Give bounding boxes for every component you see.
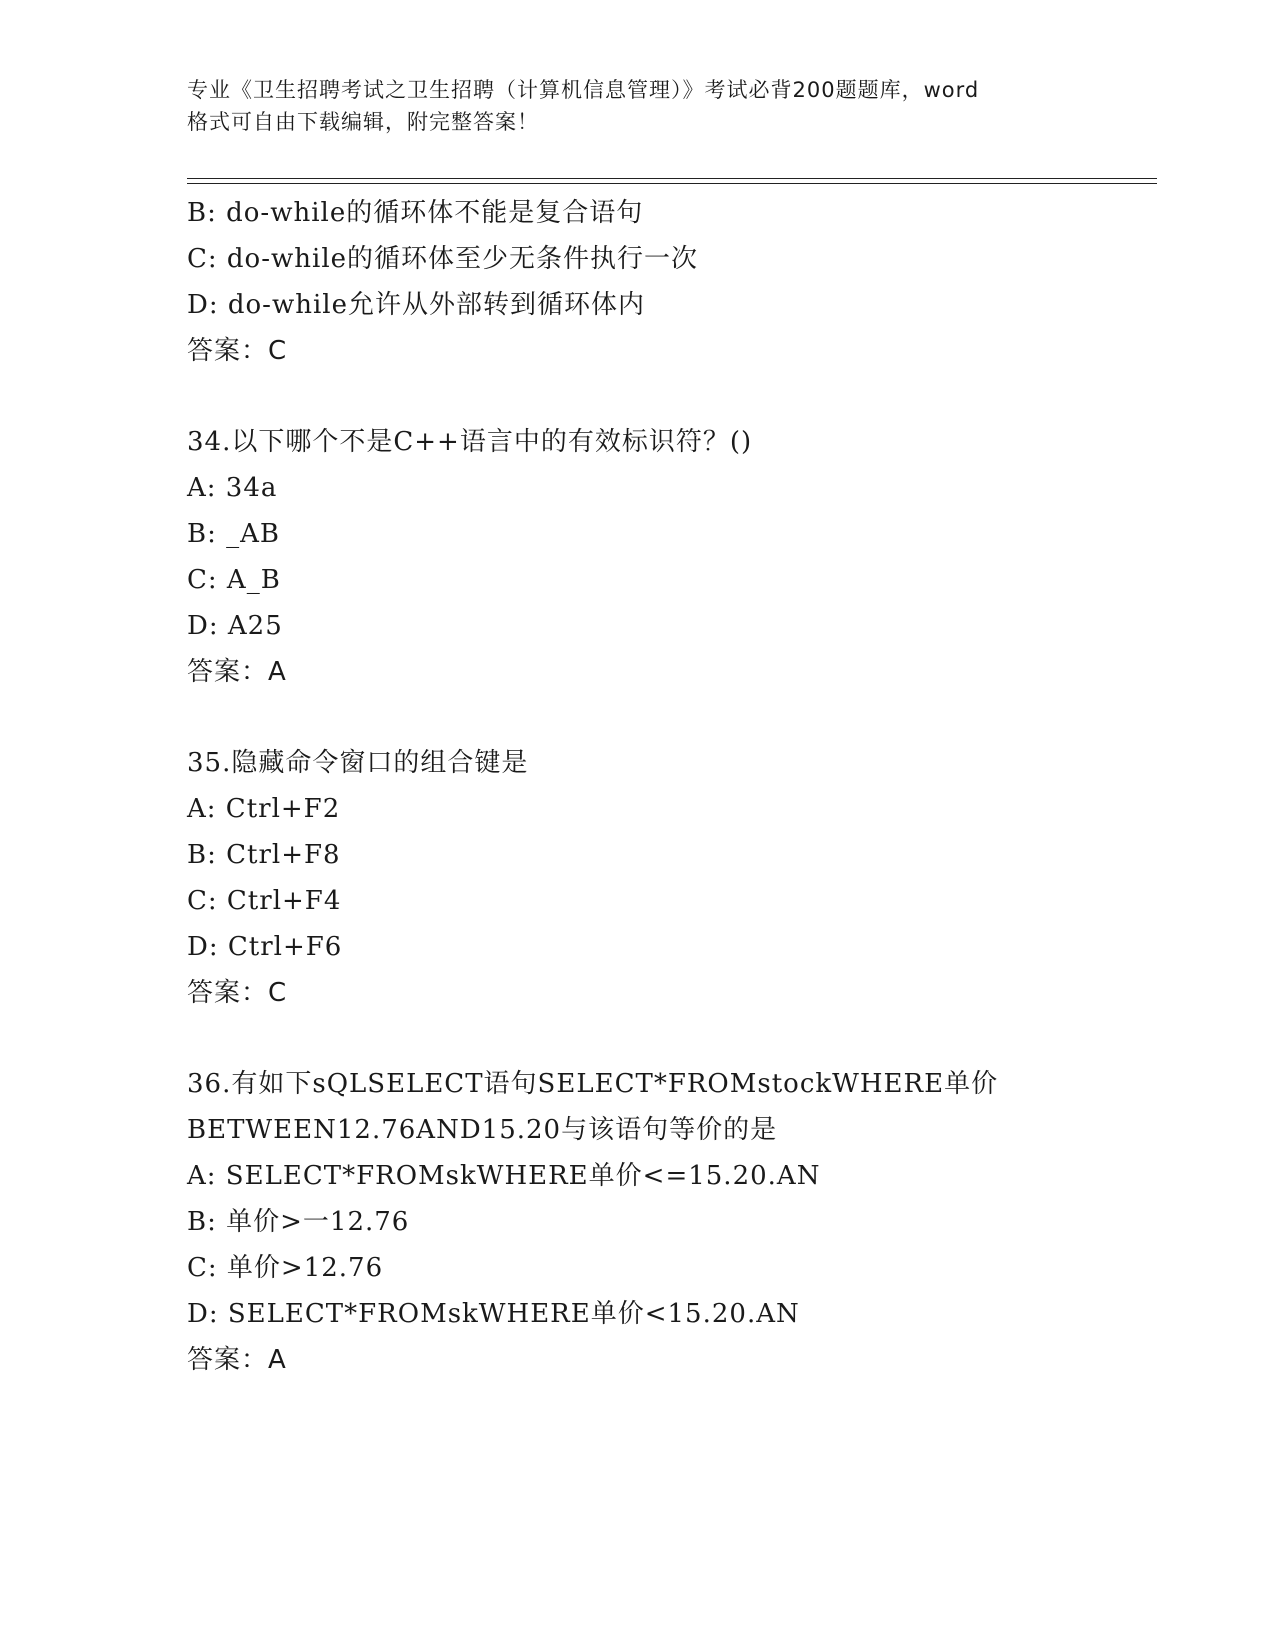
option-a: A: 34a bbox=[187, 473, 278, 503]
option-b: B: 单价>一12.76 bbox=[187, 1207, 410, 1237]
answer-line: 答案：C bbox=[187, 336, 288, 366]
answer-line: 答案：C bbox=[187, 978, 288, 1008]
questions-content bbox=[187, 190, 1147, 1383]
option-a: A: Ctrl+F2 bbox=[187, 794, 341, 824]
option-d: D: Ctrl+F6 bbox=[187, 932, 343, 962]
question-text-line-1: 36.有如下sQLSELECT语句SELECT*FROMstockWHERE单价 bbox=[187, 1069, 999, 1099]
option-a: A: SELECT*FROMskWHERE单价<=15.20.AN bbox=[187, 1161, 821, 1191]
spacer bbox=[187, 1016, 1147, 1061]
header-line-1: 专业《卫生招聘考试之卫生招聘（计算机信息管理）》考试必背200题题库，word bbox=[187, 78, 980, 102]
option-d: D: SELECT*FROMskWHERE单价<15.20.AN bbox=[187, 1299, 800, 1329]
question-34 bbox=[187, 419, 1147, 695]
question-36 bbox=[187, 1061, 1147, 1383]
option-c: C: A_B bbox=[187, 565, 281, 595]
question-33-continuation bbox=[187, 190, 1147, 374]
spacer bbox=[187, 695, 1147, 740]
option-b: B: Ctrl+F8 bbox=[187, 840, 341, 870]
answer-line: 答案：A bbox=[187, 1345, 287, 1375]
option-b: B: do-while的循环体不能是复合语句 bbox=[187, 198, 644, 228]
option-d: D: do-while允许从外部转到循环体内 bbox=[187, 290, 645, 320]
header-divider-bottom bbox=[187, 183, 1157, 184]
question-text-line-2: BETWEEN12.76AND15.20与该语句等价的是 bbox=[187, 1115, 778, 1145]
question-text: 35.隐藏命令窗口的组合键是 bbox=[187, 748, 529, 778]
option-c: C: do-while的循环体至少无条件执行一次 bbox=[187, 244, 699, 274]
question-text: 34.以下哪个不是C++语言中的有效标识符？() bbox=[187, 427, 753, 457]
question-35 bbox=[187, 740, 1147, 1016]
header-line-2: 格式可自由下载编辑，附完整答案！ bbox=[187, 110, 539, 134]
answer-line: 答案：A bbox=[187, 657, 287, 687]
option-d: D: A25 bbox=[187, 611, 283, 641]
option-c: C: Ctrl+F4 bbox=[187, 886, 342, 916]
option-c: C: 单价>12.76 bbox=[187, 1253, 384, 1283]
spacer bbox=[187, 374, 1147, 419]
document-header bbox=[187, 74, 1087, 138]
header-divider-top bbox=[187, 178, 1157, 179]
option-b: B: _AB bbox=[187, 519, 281, 549]
